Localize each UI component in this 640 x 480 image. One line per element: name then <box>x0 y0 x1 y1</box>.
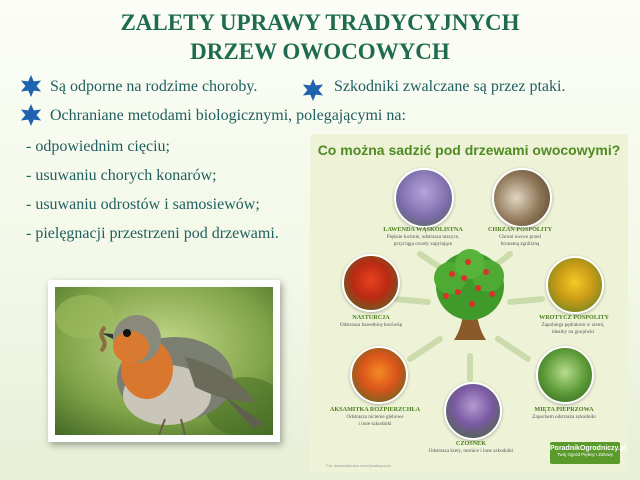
tansy-photo <box>546 256 604 314</box>
list-item: - usuwaniu chorych konarów; <box>26 167 217 184</box>
slide-title-line2: DRZEW OWOCOWYCH <box>190 39 450 64</box>
list-item: - odpowiednim cięciu; <box>26 138 170 155</box>
plant-desc-horseradish: Chroni owoce przed brunatną zgnilizną <box>498 234 542 247</box>
robin-photo <box>48 280 280 442</box>
bullet-disease-resistance: Są odporne na rodzime choroby. <box>50 78 258 95</box>
peppermint-photo <box>536 346 594 404</box>
horseradish-photo <box>492 168 552 228</box>
bullet-biological-methods: Ochraniane metodami biologicznymi, polegającymi na: <box>50 107 406 124</box>
slide-title <box>0 8 640 66</box>
list-item: - pielęgnacji przestrzeni pod drzewami. <box>26 225 279 242</box>
bullet-birds: Szkodniki zwalczane są przez ptaki. <box>334 78 566 95</box>
star-icon <box>302 79 324 101</box>
plant-name-tansy: WROTYCZ POSPOLITY <box>539 314 609 321</box>
brand-tagline: Twój Ogród Piękny i Zdrowy <box>556 452 614 457</box>
slide-title-line1: ZALETY UPRAWY TRADYCYJNYCH <box>120 10 520 35</box>
brand-logo <box>550 442 627 464</box>
plant-desc-tansy: Zapobiega pędrakom w ziemi, idealny na gnojówki <box>541 322 605 335</box>
companion-plants-poster <box>310 134 628 472</box>
plant-name-peppermint: MIĘTA PIEPRZOWA <box>534 406 594 413</box>
robin-bird-photo <box>55 287 273 435</box>
plant-desc-garlic: Odstrasza krety, nornice i inne szkodniki <box>428 448 514 454</box>
nasturtium-photo <box>342 254 400 312</box>
plant-name-marigold: AKSAMITKA ROZPIERZCHŁA <box>329 406 421 413</box>
plant-name-lavender: LAWENDA WĄSKOLISTNA <box>383 226 463 233</box>
plant-name-nasturtium: NASTURCJA <box>352 314 390 321</box>
plant-desc-marigold: Odstrasza nicienie glebowe i inne szkodniki <box>346 414 404 427</box>
poster-title: Co można sadzić pod drzewami owocowymi? <box>317 142 621 158</box>
star-icon <box>20 104 42 126</box>
brand-name: PoradnikOgrodniczy.pl <box>550 445 627 452</box>
photo-credit: Fot. depositphotos.com/pixabay.com <box>326 463 391 468</box>
marigold-photo <box>350 346 408 404</box>
lavender-photo <box>394 168 454 228</box>
list-item: - usuwaniu odrostów i samosiewów; <box>26 196 260 213</box>
plant-name-horseradish: CHRZAN POSPOLITY <box>487 226 553 233</box>
plant-desc-peppermint: Zapachem odstrasza szkodniki <box>532 414 596 420</box>
apple-tree-icon <box>428 246 512 346</box>
plant-desc-lavender: Pięknie kwitnie, odstrasza mszyce, przyciąga owady zapylające <box>386 234 460 247</box>
garlic-photo <box>444 382 502 440</box>
plant-name-garlic: CZOSNEK <box>455 440 487 447</box>
plant-desc-nasturtium: Odstrasza bawełnicę korówkę <box>339 322 403 328</box>
star-icon <box>20 75 42 97</box>
